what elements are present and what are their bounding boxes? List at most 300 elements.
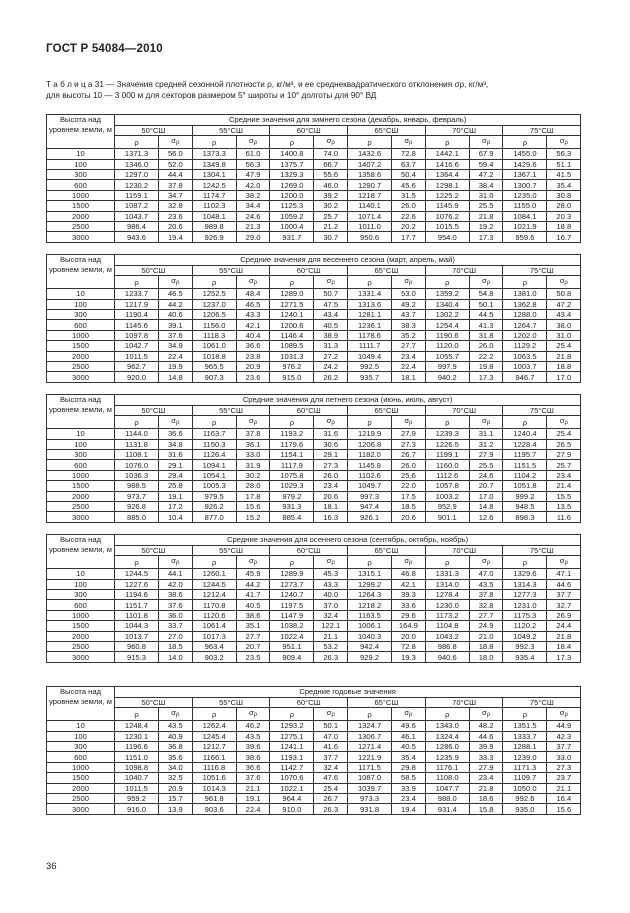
latitude-header: 50°СШ — [115, 697, 193, 708]
density-cell: 926.1 — [348, 512, 392, 522]
sigma-subscript: ρ — [486, 280, 491, 287]
height-cell: 600 — [47, 460, 115, 470]
density-cell: 1290.7 — [348, 180, 392, 190]
table-row — [47, 460, 581, 470]
deviation-cell: 19.9 — [159, 361, 193, 371]
density-cell: 1171.5 — [348, 762, 392, 772]
density-cell: 1104.8 — [425, 621, 469, 631]
deviation-cell: 58.5 — [392, 773, 426, 783]
height-cell: 2000 — [47, 491, 115, 501]
deviation-cell: 19.4 — [159, 232, 193, 242]
rho-header: ρ — [192, 276, 236, 289]
density-cell: 943.6 — [115, 232, 159, 242]
deviation-cell: 48.2 — [469, 721, 503, 731]
deviation-cell: 44.6 — [469, 731, 503, 741]
deviation-cell: 20.7 — [236, 641, 270, 651]
density-cell: 965.5 — [192, 361, 236, 371]
density-cell: 1151.0 — [115, 752, 159, 762]
rho-header: ρ — [425, 276, 469, 289]
height-cell: 1000 — [47, 330, 115, 340]
caption-line-2: для высоты 10 — 3 000 м для секторов размером 5° широты и 10° долготы для 90° ВД — [46, 91, 377, 101]
table-row — [47, 741, 581, 751]
deviation-cell: 31.0 — [469, 190, 503, 200]
deviation-cell: 46.8 — [392, 569, 426, 579]
deviation-cell: 35.4 — [547, 180, 581, 190]
deviation-cell: 15.2 — [236, 512, 270, 522]
sigma-header: $\sigma_\rho$ — [159, 708, 193, 721]
deviation-cell: 27.7 — [392, 341, 426, 351]
density-cell: 1218.2 — [348, 600, 392, 610]
deviation-cell: 30.6 — [314, 439, 348, 449]
table-row — [47, 351, 581, 361]
density-cell: 1049.4 — [348, 351, 392, 361]
density-cell: 1087.2 — [115, 201, 159, 211]
density-cell: 1150.3 — [192, 439, 236, 449]
deviation-cell: 29.6 — [392, 610, 426, 620]
density-cell: 1051.6 — [192, 773, 236, 783]
density-cell: 1129.2 — [503, 341, 547, 351]
density-cell: 1288.1 — [503, 741, 547, 751]
density-cell: 1076.2 — [425, 211, 469, 221]
height-cell: 10 — [47, 289, 115, 299]
density-cell: 1054.1 — [192, 470, 236, 480]
deviation-cell: 17.0 — [469, 491, 503, 501]
sigma-header: $\sigma_\rho$ — [469, 556, 503, 569]
density-cell: 1193.2 — [270, 429, 314, 439]
table-row — [47, 569, 581, 579]
density-cell: 989.8 — [192, 221, 236, 231]
density-cell: 1097.8 — [115, 330, 159, 340]
deviation-cell: 19.1 — [236, 793, 270, 803]
deviation-cell: 18.1 — [392, 372, 426, 382]
deviation-cell: 22.4 — [236, 804, 270, 814]
density-cell: 1400.8 — [270, 149, 314, 159]
density-cell: 964.4 — [270, 793, 314, 803]
deviation-cell: 17.3 — [547, 652, 581, 662]
density-cell: 1293.2 — [270, 721, 314, 731]
density-cell: 1036.3 — [115, 470, 159, 480]
density-cell: 1108.1 — [115, 449, 159, 459]
sigma-subscript: ρ — [409, 560, 413, 567]
sigma-header: $\sigma_\rho$ — [392, 276, 426, 289]
rho-header: ρ — [115, 416, 159, 429]
density-cell: 1194.6 — [115, 589, 159, 599]
table-row — [47, 169, 581, 179]
density-cell: 988.5 — [115, 481, 159, 491]
density-cell: 997.3 — [348, 491, 392, 501]
height-cell: 100 — [47, 579, 115, 589]
density-cell: 1145.9 — [425, 201, 469, 211]
deviation-cell: 56.3 — [547, 149, 581, 159]
density-cell: 1359.2 — [425, 289, 469, 299]
height-column-header: Высота над уровнем земли, м — [47, 687, 115, 721]
deviation-cell: 38.6 — [159, 589, 193, 599]
density-cell: 1102.3 — [192, 201, 236, 211]
latitude-header: 70°СШ — [425, 697, 503, 708]
density-cell: 1075.8 — [270, 470, 314, 480]
table-row — [47, 631, 581, 641]
season-table — [46, 254, 581, 383]
density-cell: 962.7 — [115, 361, 159, 371]
deviation-cell: 26.2 — [314, 372, 348, 382]
latitude-header: 65°СШ — [348, 265, 426, 276]
density-cell: 1375.7 — [270, 159, 314, 169]
table-row — [47, 773, 581, 783]
density-cell: 1104.2 — [503, 470, 547, 480]
deviation-cell: 37.8 — [236, 429, 270, 439]
density-cell: 1362.8 — [503, 299, 547, 309]
deviation-cell: 47.6 — [314, 773, 348, 783]
deviation-cell: 122.1 — [314, 621, 348, 631]
deviation-cell: 26.0 — [314, 470, 348, 480]
latitude-header: 65°СШ — [348, 697, 426, 708]
deviation-cell: 74.0 — [314, 149, 348, 159]
height-column-header: Высота над уровнем земли, м — [47, 535, 115, 569]
density-cell: 916.0 — [115, 804, 159, 814]
density-cell: 1271.4 — [348, 741, 392, 751]
height-cell: 1500 — [47, 481, 115, 491]
density-cell: 1006.1 — [348, 621, 392, 631]
table-row — [47, 180, 581, 190]
density-cell: 1176.1 — [425, 762, 469, 772]
density-cell: 1190.6 — [425, 330, 469, 340]
deviation-cell: 21.4 — [547, 481, 581, 491]
deviation-cell: 26.7 — [392, 449, 426, 459]
density-cell: 940.6 — [425, 652, 469, 662]
latitude-header: 55°СШ — [192, 265, 270, 276]
deviation-cell: 14.0 — [159, 652, 193, 662]
rho-header: ρ — [425, 708, 469, 721]
density-cell: 1018.8 — [192, 351, 236, 361]
deviation-cell: 55.6 — [314, 169, 348, 179]
deviation-cell: 46.1 — [392, 731, 426, 741]
deviation-cell: 41.3 — [469, 320, 503, 330]
density-cell: 931.3 — [270, 501, 314, 511]
deviation-cell: 21.8 — [547, 631, 581, 641]
density-cell: 1244.5 — [192, 579, 236, 589]
density-cell: 1108.0 — [425, 773, 469, 783]
density-cell: 979.5 — [192, 491, 236, 501]
density-cell: 1120.6 — [192, 610, 236, 620]
deviation-cell: 30.7 — [314, 232, 348, 242]
rho-header: ρ — [503, 708, 547, 721]
deviation-cell: 38.0 — [547, 320, 581, 330]
height-cell: 10 — [47, 429, 115, 439]
season-table — [46, 394, 581, 523]
density-cell: 1225.2 — [425, 190, 469, 200]
height-cell: 3000 — [47, 512, 115, 522]
deviation-cell: 23.6 — [159, 211, 193, 221]
density-cell: 1239.3 — [425, 429, 469, 439]
deviation-cell: 30.2 — [236, 470, 270, 480]
sigma-subscript: ρ — [253, 420, 258, 427]
latitude-header: 75°СШ — [503, 265, 581, 276]
density-cell: 1230.2 — [115, 180, 159, 190]
density-cell: 1196.6 — [115, 741, 159, 751]
sigma-subscript: ρ — [175, 712, 180, 719]
height-cell: 100 — [47, 299, 115, 309]
density-cell: 1442.1 — [425, 149, 469, 159]
density-cell: 1260.1 — [192, 569, 236, 579]
table-row — [47, 372, 581, 382]
deviation-cell: 35.2 — [392, 330, 426, 340]
sigma-header: $\sigma_\rho$ — [392, 556, 426, 569]
deviation-cell: 34.4 — [236, 201, 270, 211]
density-cell: 1147.9 — [270, 610, 314, 620]
deviation-cell: 20.3 — [547, 211, 581, 221]
deviation-cell: 46.2 — [236, 721, 270, 731]
deviation-cell: 14.8 — [159, 372, 193, 382]
table-row — [47, 470, 581, 480]
density-cell: 1179.6 — [270, 439, 314, 449]
density-cell: 1063.5 — [503, 351, 547, 361]
density-cell: 1346.0 — [115, 159, 159, 169]
density-cell: 1043.7 — [115, 211, 159, 221]
table-row — [47, 309, 581, 319]
deviation-cell: 56.0 — [159, 149, 193, 159]
table-row — [47, 201, 581, 211]
density-cell: 1098.8 — [115, 762, 159, 772]
height-cell: 300 — [47, 309, 115, 319]
sigma-header: $\sigma_\rho$ — [236, 416, 270, 429]
height-column-header: Высота над уровнем земли, м — [47, 255, 115, 289]
deviation-cell: 42.1 — [236, 320, 270, 330]
deviation-cell: 21.1 — [547, 783, 581, 793]
deviation-cell: 17.3 — [469, 372, 503, 382]
latitude-header: 55°СШ — [192, 125, 270, 136]
deviation-cell: 20.7 — [469, 481, 503, 491]
deviation-cell: 59.4 — [469, 159, 503, 169]
deviation-cell: 47.1 — [547, 569, 581, 579]
deviation-cell: 72.8 — [392, 149, 426, 159]
table-row — [47, 330, 581, 340]
height-cell: 2000 — [47, 211, 115, 221]
sigma-subscript: ρ — [253, 712, 258, 719]
latitude-header: 55°СШ — [192, 405, 270, 416]
rho-header: ρ — [115, 136, 159, 149]
density-cell: 1145.6 — [115, 320, 159, 330]
deviation-cell: 18.6 — [469, 793, 503, 803]
density-cell: 959.2 — [115, 793, 159, 803]
latitude-header: 70°СШ — [425, 405, 503, 416]
deviation-cell: 18.4 — [547, 641, 581, 651]
deviation-cell: 50.4 — [392, 169, 426, 179]
table-row — [47, 501, 581, 511]
deviation-cell: 44.2 — [236, 579, 270, 589]
density-cell: 940.2 — [425, 372, 469, 382]
density-cell: 1094.1 — [192, 460, 236, 470]
density-cell: 1022.1 — [270, 783, 314, 793]
deviation-cell: 51.1 — [547, 159, 581, 169]
density-cell: 1144.0 — [115, 429, 159, 439]
density-cell: 1049.2 — [503, 631, 547, 641]
season-table — [46, 686, 581, 815]
deviation-cell: 48.4 — [236, 289, 270, 299]
deviation-cell: 27.3 — [392, 439, 426, 449]
density-cell: 1343.0 — [425, 721, 469, 731]
deviation-cell: 25.8 — [159, 481, 193, 491]
height-cell: 1000 — [47, 610, 115, 620]
table-row — [47, 793, 581, 803]
height-cell: 1500 — [47, 621, 115, 631]
deviation-cell: 22.2 — [469, 351, 503, 361]
density-cell: 1315.1 — [348, 569, 392, 579]
density-cell: 952.9 — [425, 501, 469, 511]
density-cell: 1297.0 — [115, 169, 159, 179]
density-cell: 951.1 — [270, 641, 314, 651]
latitude-header: 70°СШ — [425, 265, 503, 276]
rho-header: ρ — [270, 136, 314, 149]
density-cell: 1367.1 — [503, 169, 547, 179]
density-cell: 1131.8 — [115, 439, 159, 449]
density-cell: 1242.5 — [192, 180, 236, 190]
density-cell: 1163.5 — [348, 610, 392, 620]
deviation-cell: 33.7 — [159, 621, 193, 631]
deviation-cell: 23.5 — [236, 652, 270, 662]
latitude-header: 60°СШ — [270, 265, 348, 276]
density-cell: 1022.4 — [270, 631, 314, 641]
density-cell: 1262.4 — [192, 721, 236, 731]
document-header: ГОСТ Р 54084—2010 — [46, 43, 163, 55]
density-cell: 986.8 — [425, 641, 469, 651]
deviation-cell: 23.7 — [547, 773, 581, 783]
density-cell: 1190.4 — [115, 309, 159, 319]
sigma-header: $\sigma_\rho$ — [469, 136, 503, 149]
density-cell: 1050.0 — [503, 783, 547, 793]
density-cell: 988.0 — [425, 793, 469, 803]
deviation-cell: 34.8 — [159, 439, 193, 449]
deviation-cell: 17.2 — [159, 501, 193, 511]
sigma-header: $\sigma_\rho$ — [314, 556, 348, 569]
density-cell: 1003.7 — [503, 361, 547, 371]
table-row — [47, 762, 581, 772]
sigma-header: $\sigma_\rho$ — [236, 136, 270, 149]
density-cell: 1126.4 — [192, 449, 236, 459]
height-cell: 300 — [47, 449, 115, 459]
height-cell: 1000 — [47, 190, 115, 200]
sigma-header: $\sigma_\rho$ — [392, 136, 426, 149]
height-column-header: Высота над уровнем земли, м — [47, 395, 115, 429]
density-cell: 1226.5 — [425, 439, 469, 449]
deviation-cell: 17.7 — [392, 232, 426, 242]
deviation-cell: 44.2 — [159, 299, 193, 309]
rho-header: ρ — [192, 556, 236, 569]
deviation-cell: 43.3 — [236, 309, 270, 319]
sigma-subscript: ρ — [486, 712, 491, 719]
height-cell: 2500 — [47, 793, 115, 803]
density-cell: 1031.3 — [270, 351, 314, 361]
latitude-header: 50°СШ — [115, 405, 193, 416]
height-cell: 100 — [47, 439, 115, 449]
deviation-cell: 34.7 — [159, 190, 193, 200]
density-cell: 1193.1 — [270, 752, 314, 762]
deviation-cell: 33.6 — [392, 600, 426, 610]
density-cell: 931.7 — [270, 232, 314, 242]
density-cell: 1178.6 — [348, 330, 392, 340]
season-title: Средние значения для осеннего сезона (сентябрь, октябрь, ноябрь) — [115, 535, 581, 546]
height-column-header: Высота над уровнем земли, м — [47, 115, 115, 149]
deviation-cell: 44.9 — [547, 721, 581, 731]
density-cell: 1230.1 — [115, 731, 159, 741]
density-cell: 1000.4 — [270, 221, 314, 231]
height-cell: 2000 — [47, 783, 115, 793]
density-cell: 1218.7 — [348, 190, 392, 200]
density-cell: 1040.3 — [348, 631, 392, 641]
deviation-cell: 25.5 — [469, 201, 503, 211]
deviation-cell: 17.0 — [547, 372, 581, 382]
table-row — [47, 341, 581, 351]
density-cell: 1236.1 — [348, 320, 392, 330]
deviation-cell: 45.6 — [392, 180, 426, 190]
density-cell: 1358.6 — [348, 169, 392, 179]
density-cell: 1299.2 — [348, 579, 392, 589]
density-cell: 1120.2 — [503, 621, 547, 631]
density-cell: 1160.0 — [425, 460, 469, 470]
deviation-cell: 33.0 — [236, 449, 270, 459]
deviation-cell: 37.6 — [236, 773, 270, 783]
deviation-cell: 20.6 — [392, 512, 426, 522]
sigma-header: $\sigma_\rho$ — [392, 416, 426, 429]
deviation-cell: 37.6 — [159, 330, 193, 340]
latitude-header: 70°СШ — [425, 545, 503, 556]
deviation-cell: 23.6 — [236, 372, 270, 382]
sigma-subscript: ρ — [331, 140, 335, 147]
sigma-subscript: ρ — [253, 140, 258, 147]
density-cell: 1151.5 — [503, 460, 547, 470]
sigma-header: $\sigma_\rho$ — [236, 276, 270, 289]
deviation-cell: 26.9 — [547, 610, 581, 620]
density-cell: 1230.0 — [425, 600, 469, 610]
table-row — [47, 429, 581, 439]
density-cell: 1304.1 — [192, 169, 236, 179]
deviation-cell: 21.2 — [314, 221, 348, 231]
density-cell: 1111.7 — [348, 341, 392, 351]
density-cell: 1038.2 — [270, 621, 314, 631]
density-cell: 959.6 — [503, 232, 547, 242]
density-cell: 1331.3 — [425, 569, 469, 579]
sigma-subscript: ρ — [409, 712, 413, 719]
latitude-header: 75°СШ — [503, 125, 581, 136]
deviation-cell: 43.5 — [236, 731, 270, 741]
density-cell: 1155.0 — [503, 201, 547, 211]
density-cell: 1302.2 — [425, 309, 469, 319]
density-cell: 1159.1 — [115, 190, 159, 200]
density-cell: 992.5 — [348, 361, 392, 371]
density-cell: 1151.7 — [115, 600, 159, 610]
density-cell: 1300.7 — [503, 180, 547, 190]
density-cell: 1061.4 — [192, 621, 236, 631]
latitude-header: 65°СШ — [348, 125, 426, 136]
deviation-cell: 18.8 — [469, 641, 503, 651]
deviation-cell: 15.7 — [159, 793, 193, 803]
table-row — [47, 361, 581, 371]
density-cell: 935.4 — [503, 652, 547, 662]
density-cell: 1407.2 — [348, 159, 392, 169]
sigma-header: $\sigma_\rho$ — [314, 276, 348, 289]
density-cell: 1055.7 — [425, 351, 469, 361]
deviation-cell: 32.7 — [547, 600, 581, 610]
deviation-cell: 44.6 — [547, 579, 581, 589]
sigma-header: $\sigma_\rho$ — [159, 416, 193, 429]
deviation-cell: 13.5 — [547, 501, 581, 511]
deviation-cell: 11.6 — [547, 512, 581, 522]
sigma-subscript: ρ — [564, 140, 568, 147]
height-cell: 2500 — [47, 361, 115, 371]
deviation-cell: 31.1 — [469, 429, 503, 439]
density-cell: 1329.3 — [270, 169, 314, 179]
rho-header: ρ — [115, 556, 159, 569]
deviation-cell: 15.6 — [236, 501, 270, 511]
